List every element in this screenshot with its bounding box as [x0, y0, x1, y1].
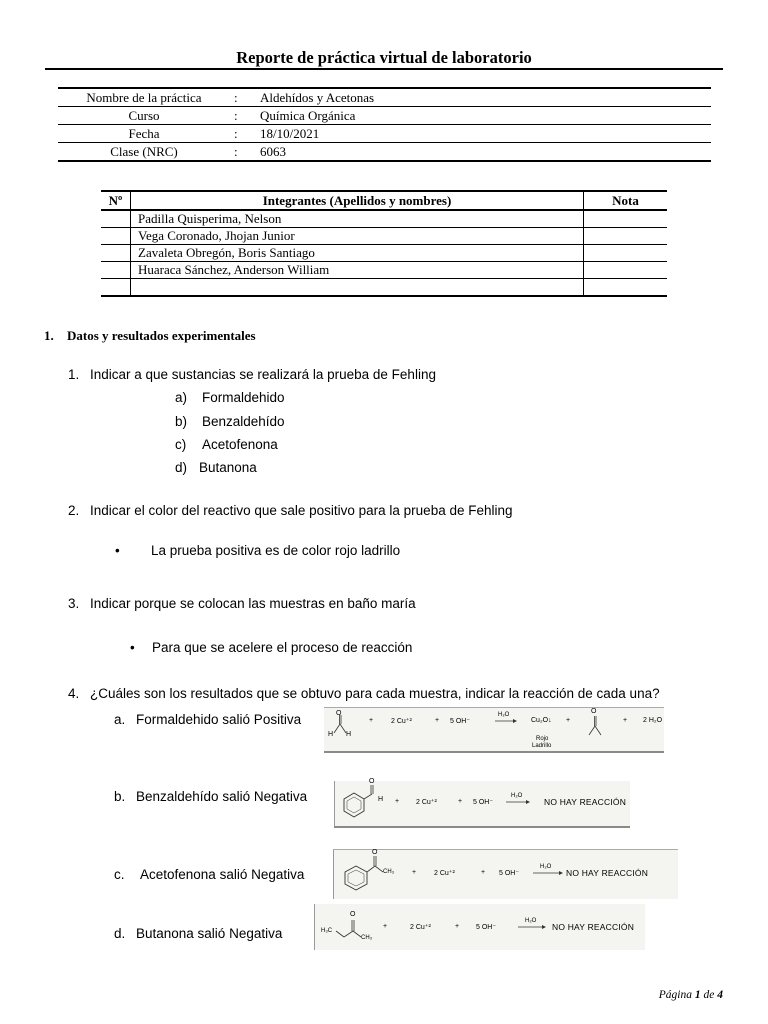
plus-sign: +	[395, 798, 400, 805]
member-name: Zavaleta Obregón, Boris Santiago	[131, 245, 584, 262]
info-key: Curso	[58, 107, 230, 125]
plus-sign: +	[412, 869, 417, 876]
option-item	[175, 437, 278, 452]
result-label: a.	[114, 712, 126, 727]
answer-text: La prueba positiva es de color rojo ladrillo	[151, 543, 401, 558]
table-row	[101, 262, 667, 279]
result-item	[114, 867, 304, 882]
table-row	[101, 245, 667, 262]
question-text: ¿Cuáles son los resultados que se obtuvo para cada muestra, indicar la reacción de cada una?	[90, 686, 660, 701]
footer-total-pages: 4	[717, 989, 723, 1001]
option-label: d)	[175, 460, 188, 475]
question-number: 3.	[68, 596, 80, 611]
column-header-number: Nº	[101, 191, 131, 210]
question-1	[68, 367, 436, 382]
no-reaction-label: NO HAY REACCIÓN	[544, 797, 627, 807]
result-item	[114, 926, 282, 941]
title-rule	[45, 68, 723, 70]
option-label: b)	[175, 414, 188, 429]
table-row	[101, 228, 667, 245]
atom-label: H₃C	[321, 928, 333, 934]
option-text: Formaldehido	[202, 390, 285, 405]
member-grade	[584, 262, 668, 279]
member-name: Vega Coronado, Jhojan Junior	[131, 228, 584, 245]
table-row	[101, 279, 667, 297]
question-number: 4.	[68, 686, 80, 701]
reagent-cu: 2 Cu⁺²	[434, 870, 455, 877]
product-note: Rojo	[536, 736, 549, 742]
reagent-oh: 5 OH⁻	[499, 870, 520, 877]
column-header-grade: Nota	[584, 191, 668, 210]
member-name	[131, 279, 584, 297]
plus-sign: +	[369, 717, 374, 724]
catalyst-label: H₂O	[498, 712, 510, 718]
column-header-name: Integrantes (Apellidos y nombres)	[131, 191, 584, 210]
reagent-oh: 5 OH⁻	[476, 924, 497, 931]
question-3	[68, 596, 416, 611]
reagent-cu: 2 Cu⁺²	[410, 924, 431, 931]
info-value: Aldehídos y Acetonas	[251, 88, 711, 107]
bullet-icon: •	[115, 543, 120, 558]
plus-sign: +	[435, 717, 440, 724]
table-row	[101, 210, 667, 228]
product-note: Ladrillo	[532, 743, 552, 749]
option-label: c)	[175, 437, 187, 452]
question-2	[68, 503, 513, 518]
member-grade	[584, 228, 668, 245]
info-row	[58, 107, 711, 125]
atom-label: O	[369, 778, 375, 785]
section-heading	[44, 328, 256, 344]
catalyst-label: H₂O	[525, 918, 537, 924]
option-item	[175, 414, 285, 429]
answer-bullet	[115, 543, 400, 558]
footer-prefix: Página	[658, 989, 693, 1001]
member-name: Padilla Quisperima, Nelson	[131, 210, 584, 228]
info-separator: :	[230, 125, 251, 143]
question-text: Indicar a que sustancias se realizará la prueba de Fehling	[90, 367, 436, 382]
plus-sign: +	[566, 717, 571, 724]
reaction-acetophenone-image	[333, 849, 678, 899]
member-number	[101, 279, 131, 297]
atom-label: H	[378, 796, 384, 803]
result-text: Butanona salió Negativa	[136, 926, 283, 941]
result-label: b.	[114, 789, 126, 804]
page-footer	[659, 989, 723, 1001]
question-text: Indicar porque se colocan las muestras en baño maría	[90, 596, 416, 611]
option-label: a)	[175, 390, 188, 405]
result-label: d.	[114, 926, 126, 941]
reaction-butanone-image	[314, 904, 645, 950]
footer-of: de	[703, 989, 715, 1001]
info-row	[58, 88, 711, 107]
info-separator: :	[230, 88, 251, 107]
no-reaction-label: NO HAY REACCIÓN	[566, 868, 649, 878]
reaction-formaldehyde-image	[324, 707, 664, 753]
footer-page-number: 1	[694, 989, 701, 1001]
atom-label: O	[350, 911, 356, 918]
info-separator: :	[230, 143, 251, 162]
atom-label: CH₃	[361, 935, 373, 941]
member-grade	[584, 279, 668, 297]
plus-sign: +	[481, 869, 486, 876]
result-text: Acetofenona salió Negativa	[140, 867, 305, 882]
result-text: Formaldehido salió Positiva	[136, 712, 302, 727]
member-grade	[584, 245, 668, 262]
reagent-oh: 5 OH⁻	[450, 718, 471, 725]
member-number	[101, 245, 131, 262]
product-label: Cu₂O↓	[531, 717, 552, 724]
info-value: 6063	[251, 143, 711, 162]
atom-label: O	[336, 710, 342, 717]
member-number	[101, 262, 131, 279]
info-row	[58, 143, 711, 162]
answer-text: Para que se acelere el proceso de reacción	[152, 640, 413, 655]
water-label: 2 H₂O	[643, 717, 663, 724]
result-item	[114, 789, 307, 804]
info-separator: :	[230, 107, 251, 125]
practice-info-table	[58, 87, 711, 162]
catalyst-label: H₂O	[540, 864, 552, 870]
member-name: Huaraca Sánchez, Anderson William	[131, 262, 584, 279]
atom-label: O	[372, 849, 378, 856]
atom-label: H	[328, 731, 334, 738]
member-grade	[584, 210, 668, 228]
result-label: c.	[114, 867, 125, 882]
reagent-cu: 2 Cu⁺²	[416, 799, 437, 806]
option-item	[175, 460, 257, 475]
section-title: Datos y resultados experimentales	[67, 328, 256, 343]
option-text: Benzaldehído	[202, 414, 285, 429]
atom-label: CH₃	[383, 869, 395, 875]
option-text: Acetofenona	[202, 437, 278, 452]
atom-label: O	[591, 708, 597, 715]
members-header-row	[101, 191, 667, 210]
formaldehyde-structure-icon	[324, 707, 664, 753]
member-number	[101, 228, 131, 245]
atom-label: H	[346, 731, 352, 738]
bullet-icon: •	[130, 640, 135, 655]
info-value: Química Orgánica	[251, 107, 711, 125]
question-4	[68, 686, 660, 701]
info-row	[58, 125, 711, 143]
question-number: 2.	[68, 503, 80, 518]
result-item	[114, 712, 301, 727]
section-number: 1.	[44, 328, 54, 343]
option-item	[175, 390, 285, 405]
info-value: 18/10/2021	[251, 125, 711, 143]
plus-sign: +	[623, 717, 628, 724]
question-text: Indicar el color del reactivo que sale positivo para la prueba de Fehling	[90, 503, 513, 518]
reaction-benzaldehyde-image	[334, 778, 630, 828]
member-number	[101, 210, 131, 228]
no-reaction-label: NO HAY REACCIÓN	[552, 922, 635, 932]
catalyst-label: H₂O	[511, 793, 523, 799]
info-key: Fecha	[58, 125, 230, 143]
plus-sign: +	[455, 923, 460, 930]
reagent-cu: 2 Cu⁺²	[391, 718, 412, 725]
members-table	[101, 190, 667, 297]
info-key: Clase (NRC)	[58, 143, 230, 162]
plus-sign: +	[383, 923, 388, 930]
reagent-oh: 5 OH⁻	[473, 799, 494, 806]
info-key: Nombre de la práctica	[58, 88, 230, 107]
page-title: Reporte de práctica virtual de laboratorio	[236, 48, 532, 67]
question-number: 1.	[68, 367, 80, 382]
result-text: Benzaldehído salió Negativa	[136, 789, 308, 804]
plus-sign: +	[458, 798, 463, 805]
option-text: Butanona	[199, 460, 257, 475]
answer-bullet	[130, 640, 412, 655]
